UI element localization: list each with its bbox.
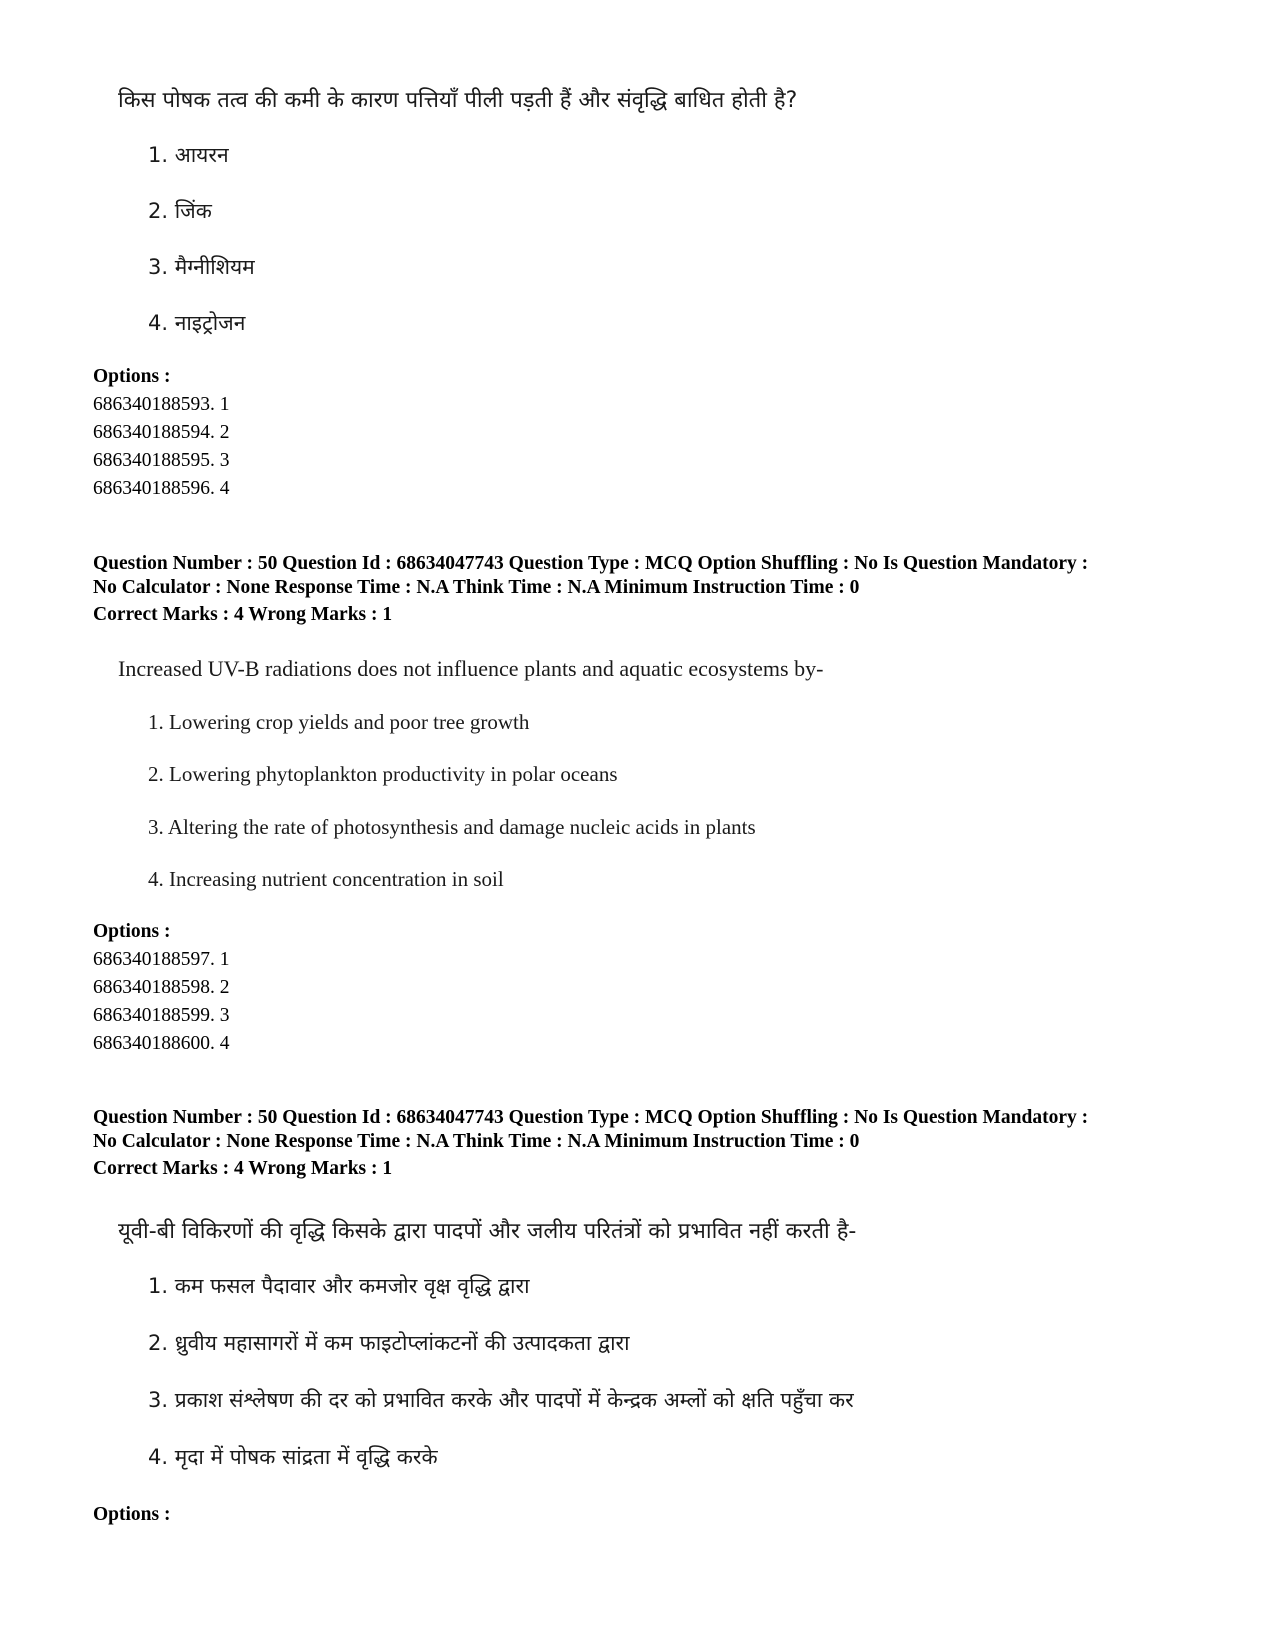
option-id-row: 686340188597. 1 xyxy=(93,949,230,970)
question-text-hindi: किस पोषक तत्व की कमी के कारण पत्तियाँ पीली पड़ती हैं और संवृद्धि बाधित होती है? xyxy=(118,88,798,113)
option-id-row: 686340188593. 1 xyxy=(93,394,230,415)
options-label: Options : xyxy=(93,1504,171,1525)
question-meta-line-1: Question Number : 50 Question Id : 68634047743 Question Type : MCQ Option Shuffling : No Is Question Mandatory : xyxy=(93,1107,1089,1128)
question-meta-line-1: Question Number : 50 Question Id : 68634047743 Question Type : MCQ Option Shuffling : No Is Question Mandatory : xyxy=(93,553,1089,574)
choice-4: 4. Increasing nutrient concentration in soil xyxy=(148,867,504,891)
choice-3: 3. मैग्नीशियम xyxy=(148,255,255,279)
choice-4: 4. नाइट्रोजन xyxy=(148,311,246,335)
option-id-row: 686340188599. 3 xyxy=(93,1005,230,1026)
choice-1: 1. कम फसल पैदावार और कमजोर वृक्ष वृद्धि द्वारा xyxy=(148,1274,530,1298)
option-id-row: 686340188595. 3 xyxy=(93,450,230,471)
marks-line: Correct Marks : 4 Wrong Marks : 1 xyxy=(93,1158,393,1179)
choice-1: 1. आयरन xyxy=(148,143,229,167)
choice-3: 3. प्रकाश संश्लेषण की दर को प्रभावित करके और पादपों में केन्द्रक अम्लों को क्षति पहुँचा कर xyxy=(148,1388,854,1412)
option-id-row: 686340188598. 2 xyxy=(93,977,230,998)
question-meta-line-2: No Calculator : None Response Time : N.A Think Time : N.A Minimum Instruction Time : 0 xyxy=(93,1131,860,1152)
marks-line: Correct Marks : 4 Wrong Marks : 1 xyxy=(93,604,393,625)
option-id-row: 686340188596. 4 xyxy=(93,478,230,499)
options-label: Options : xyxy=(93,921,171,942)
choice-2: 2. Lowering phytoplankton productivity in polar oceans xyxy=(148,762,618,786)
choice-3: 3. Altering the rate of photosynthesis and damage nucleic acids in plants xyxy=(148,815,756,839)
choice-2: 2. जिंक xyxy=(148,199,212,223)
question-text-hindi: यूवी-बी विकिरणों की वृद्धि किसके द्वारा पादपों और जलीय परितंत्रों को प्रभावित नहीं करती है- xyxy=(118,1219,857,1244)
choice-2: 2. ध्रुवीय महासागरों में कम फाइटोप्लांकटनों की उत्पादकता द्वारा xyxy=(148,1331,630,1355)
choice-1: 1. Lowering crop yields and poor tree growth xyxy=(148,710,530,734)
option-id-row: 686340188594. 2 xyxy=(93,422,230,443)
question-text-english: Increased UV-B radiations does not influence plants and aquatic ecosystems by- xyxy=(118,656,824,681)
choice-4: 4. मृदा में पोषक सांद्रता में वृद्धि करके xyxy=(148,1445,438,1469)
option-id-row: 686340188600. 4 xyxy=(93,1033,230,1054)
question-meta-line-2: No Calculator : None Response Time : N.A Think Time : N.A Minimum Instruction Time : 0 xyxy=(93,577,860,598)
options-label: Options : xyxy=(93,366,171,387)
